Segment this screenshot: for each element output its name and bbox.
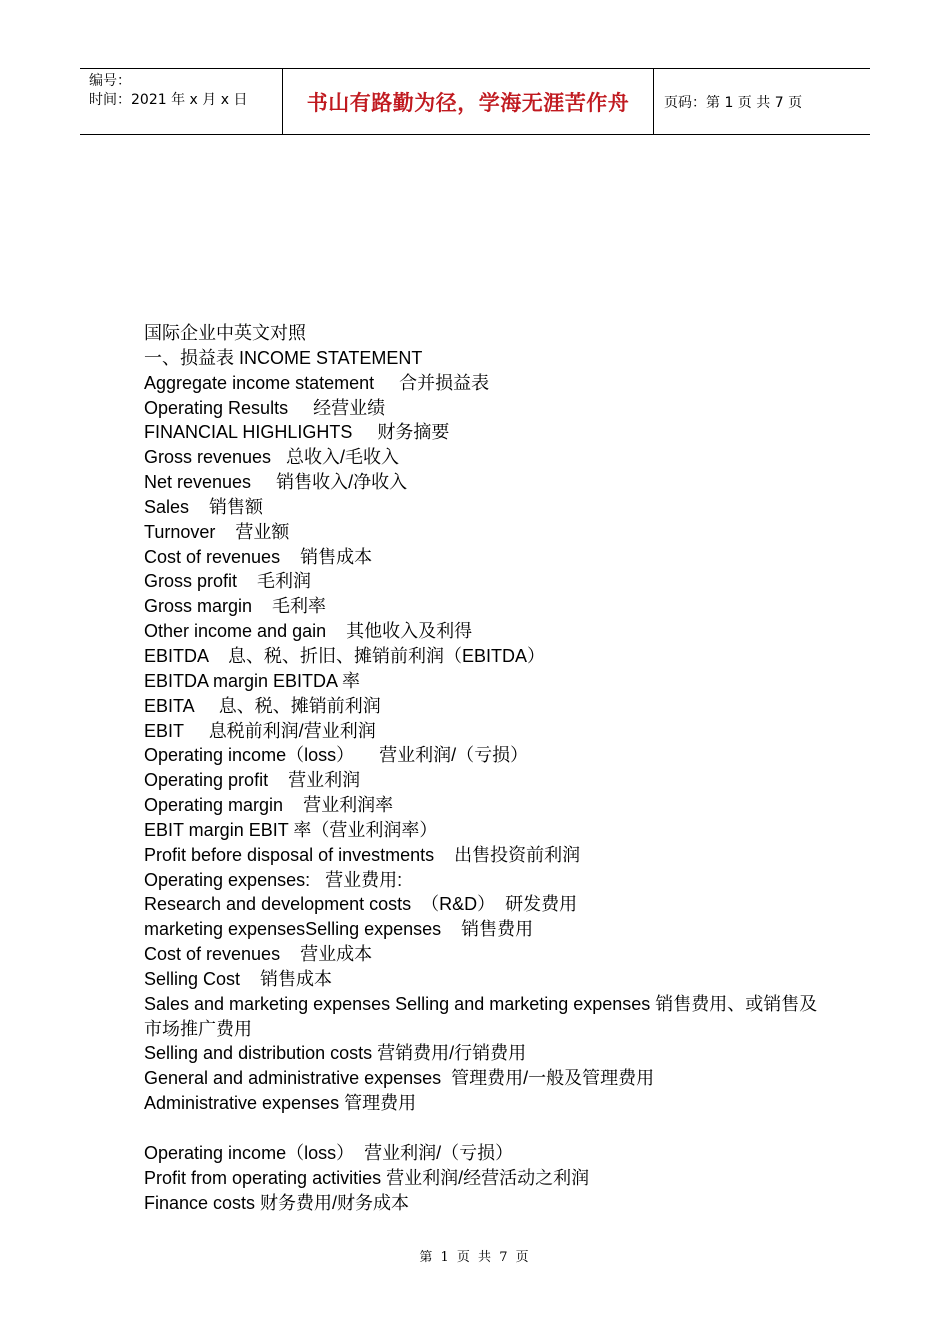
glossary-entry: Other income and gain 其他收入及利得 [144, 621, 473, 642]
glossary-entry: Aggregate income statement 合并损益表 [144, 372, 490, 393]
glossary-entry: Gross profit 毛利润 [144, 571, 312, 592]
glossary-entry: Cost of revenues 销售成本 [144, 546, 373, 567]
glossary-entry: Sales and marketing expenses Selling and marketing expenses 销售费用、或销售及市场推广费用 [144, 993, 818, 1039]
glossary-entry: Operating income（loss） 营业利润/（亏损） [144, 1142, 514, 1163]
glossary-entry: Operating profit 营业利润 [144, 770, 361, 791]
glossary-entry: Sales 销售额 [144, 496, 264, 517]
glossary-entry: Cost of revenues 营业成本 [144, 944, 373, 965]
glossary-entry: EBIT 息税前利润/营业利润 [144, 720, 376, 741]
glossary-entry: Selling Cost 销售成本 [144, 968, 333, 989]
glossary-entry: EBITDA 息、税、折旧、摊销前利润（EBITDA） [144, 645, 546, 666]
glossary-entry: Research and development costs （R&D） 研发费用 [144, 894, 578, 915]
glossary-entry: EBITA 息、税、摊销前利润 [144, 695, 381, 716]
glossary-entry: Operating income（loss） 营业利润/（亏损） [144, 745, 529, 766]
glossary-entry: Selling and distribution costs 营销费用/行销费用 [144, 1043, 527, 1064]
document-number-label: 编号： [89, 73, 131, 89]
glossary-entry: General and administrative expenses 管理费用/一般及管理费用 [144, 1068, 655, 1089]
document-date: 时间：2021 年 x 月 x 日 [89, 92, 248, 108]
glossary-entry: Gross revenues 总收入/毛收入 [144, 447, 400, 468]
glossary-entry: EBITDA margin EBITDA 率 [144, 670, 361, 691]
document-body [144, 321, 824, 1215]
page-footer: 第 1 页 共 7 页 [419, 1250, 531, 1265]
glossary-entry: Administrative expenses 管理费用 [144, 1093, 417, 1114]
glossary-entry: EBIT margin EBIT 率（营业利润率） [144, 819, 438, 840]
glossary-entry: Net revenues 销售收入/净收入 [144, 472, 408, 493]
glossary-entry: marketing expensesSelling expenses 销售费用 [144, 919, 534, 940]
glossary-entry: Operating expenses: 营业费用: [144, 869, 403, 890]
document-title: 国际企业中英文对照 [144, 323, 306, 343]
glossary-entry: Finance costs 财务费用/财务成本 [144, 1192, 410, 1213]
header-motto: 书山有路勤为径，学海无涯苦作舟 [282, 69, 654, 134]
glossary-entry: Profit from operating activities 营业利润/经营活动之利润 [144, 1167, 590, 1188]
header-meta [80, 69, 282, 134]
glossary-entry: Turnover 营业额 [144, 521, 290, 542]
blank-line [144, 1116, 824, 1141]
glossary-entry: Profit before disposal of investments 出售投资前利润 [144, 844, 581, 865]
glossary-entry: FINANCIAL HIGHLIGHTS 财务摘要 [144, 422, 450, 443]
header-page-info: 页码：第 1 页 共 7 页 [664, 94, 803, 111]
glossary-entry: Operating Results 经营业绩 [144, 397, 386, 418]
glossary-entry: Operating margin 营业利润率 [144, 795, 394, 816]
page-header [80, 68, 870, 135]
glossary-entry: Gross margin 毛利率 [144, 596, 327, 617]
section-heading: 一、损益表 INCOME STATEMENT [144, 347, 423, 368]
